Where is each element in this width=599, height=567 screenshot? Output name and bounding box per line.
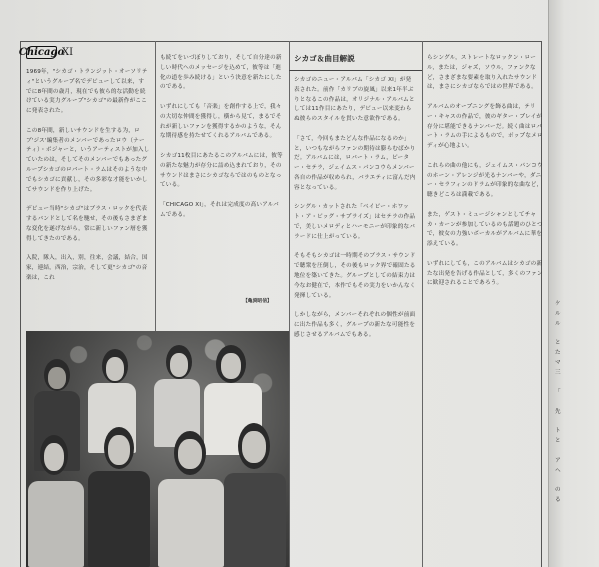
column-divider-1: [155, 41, 156, 331]
text-column-1: 1969年，"シカゴ・トランジット・オーソリティ"というグループ名でデビューして以来，すでに8年間の歳月，現在でも彼ら的な活動を続けている実力グループ"シカゴ"の最新作がここに発表された。 この8年間，新しいサウンドを生する为，ロブ'ジス'編集者のメンバーであったロウ（ナーティ）・ボジャーと，いうアーティストが加入していたのは，そしてそのメンバーでもあったグループシカゴのロバート・ラムはそのような中でもシカゴに貢献し，その多彩な才能をいかしてサウンドを作り上げた。 デビュー当時"シカゴ"はブラス・ロックを代表するバンドとして名を馳せ，その後もさまざまな変化を遂げながら，常に新しいファン層を獲得してきたのである。 入院，隊入，出入，別，往来，会議，結合，国家，連結，西治，宗治，そして更"シカゴ"の音楽は，これ: [26, 69, 150, 281]
author-credit: 【亀渕昭信】: [243, 299, 272, 304]
band-photo: [26, 331, 289, 567]
section-underline: [289, 70, 422, 71]
text-column-3: シカゴのニュー・アルバム「シカゴ XI」が発表された。前作「カリブの旋風」以来1年半ぶりとなるこの作品は，オリジナル・アルバムとしては11作目にあたり，デビュー以来変わらぬ彼らのスタイルを貫いた意欲作である。 「さて，今回もまたどんな作品になるのか」と，いつもながらファンの期待は膨らむばかりだ。アルバムには，ロバート・ラム，ピーター・セテラ，ジェイムス・パンコウらメンバー各自の作品が収められ，バラエティに富んだ内容となっている。 シングル・カットされた「ベイビー・ホワット・ア・ビッグ・サプライズ」はセテラの作品で，美しいメロディとハーモニーが印象的なバラードに仕上がっている。 そもそもシカゴは一時期そのブラス・サウンドで聴衆を圧倒し，その後もロック界で確固たる地位を築いてきた。グループとしての結束力は今なお健在で，本作でもその実力をいかんなく発揮している。 しかしながら，メンバーそれぞれの個性が前面に出た作品も多く，グループの新たな可能性を感じさせるアルバムでもある。: [294, 77, 416, 338]
album-number: XI: [62, 47, 74, 58]
next-page-text: ケ ル ル と た マ 三 「 先 ト と ア ヘ の る: [555, 301, 561, 503]
column-divider-3: [422, 41, 423, 567]
section-title: シカゴ＆曲目解説: [294, 54, 355, 63]
text-column-2: も続てをいづぼりしており，そして自分達の新しい時代へのメッセージを込めて，彼等は「進化の道を歩み続ける」という決意を新たにしたのである。 いずれにしても「音楽」を創作する上で，我々の大切な仲間を獲得し，横から見て，まるでそれが新しいファンを獲得するかのような，そんな期待感を持たせてくれるアルバムである。 シカゴ11枚目にあたるこのアルバムには，彼等の新たな魅力が存分に詰め込まれており，そのサウンドはまさにシカゴならではのものとなっている。 「CHICAGO XI」，それは完成度の高いアルバムである。: [160, 55, 283, 218]
text-column-4: らシングル，ストレートなロックン・ロール，または，ジャズ，ソウル，ファンクなど，さまざまな要素を取り入れたサウンドは，まさにシカゴならではの世界である。 アルバムのオープニングを飾る曲は，テリー・キャスの作品で，彼のギター・プレイが存分に堪能できるナンバーだ。続く曲はロバート・ラムの手によるもので，ポップなメロディが心地よい。 これらの曲の他にも，ジェイムス・パンコウのホーン・アレンジが光るナンバーや，ダニー・セラフィンのドラムが印象的な曲など，聴きどころは満載である。 また，ゲスト・ミュージシャンとしてチャカ・カーンが参加しているのも話題のひとつで，彼女の力強いボーカルがアルバムに華を添えている。 いずれにしても，このアルバムはシカゴの新たな出発を告げる作品として，多くのファンに歓迎されることであろう。: [427, 55, 543, 287]
column-divider-2: [289, 41, 290, 567]
chicago-logo: Chicago: [18, 47, 65, 58]
